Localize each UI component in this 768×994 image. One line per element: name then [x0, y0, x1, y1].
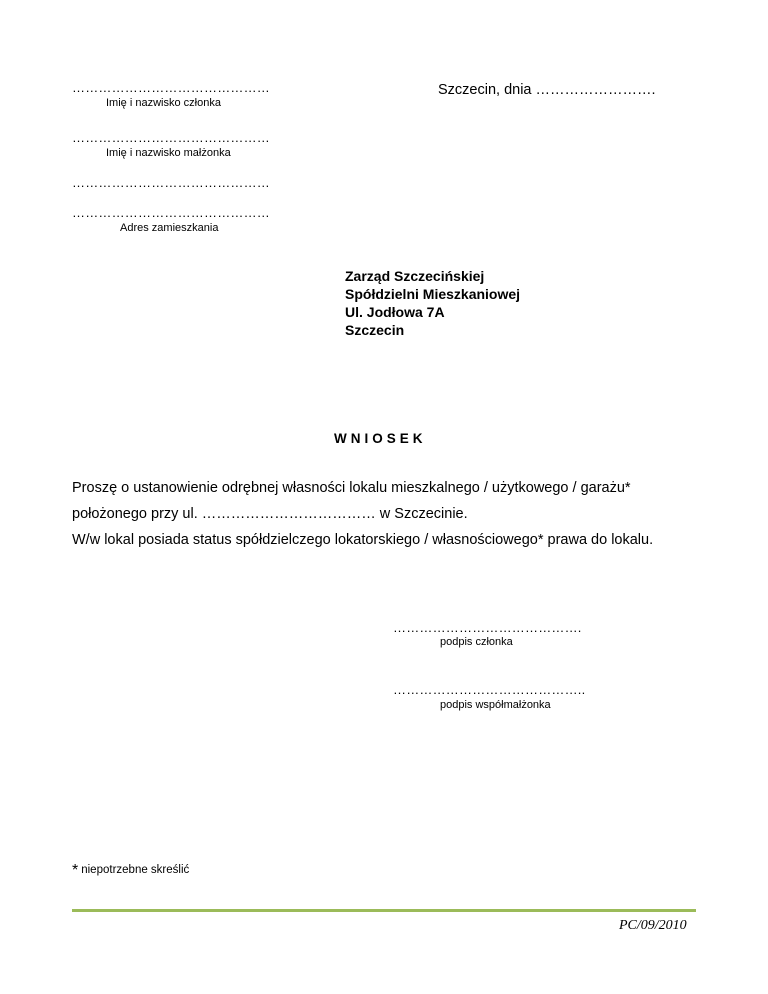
member-name-line: ……………………………………… — [72, 80, 270, 95]
spouse-name-line: ……………………………………… — [72, 130, 270, 145]
recipient-line-4: Szczecin — [345, 322, 405, 338]
recipient-block — [345, 267, 520, 339]
spouse-name-label: Imię i nazwisko małżonka — [106, 147, 231, 159]
member-name-label: Imię i nazwisko członka — [106, 97, 221, 109]
footnote-marker: * — [72, 862, 79, 879]
address-line-2: ……………………………………… — [72, 205, 270, 220]
date-field: Szczecin, dnia ……………………. — [438, 82, 656, 98]
recipient-line-1: Zarząd Szczecińskiej — [345, 268, 485, 284]
document-code: PC/09/2010 — [619, 918, 687, 933]
recipient-line-2: Spółdzielni Mieszkaniowej — [345, 286, 521, 302]
recipient-line-3: Ul. Jodłowa 7A — [345, 304, 445, 320]
footnote — [72, 862, 189, 880]
document-title: WNIOSEK — [334, 431, 427, 446]
spouse-signature-label: podpis współmałżonka — [440, 699, 551, 711]
member-signature-label: podpis członka — [440, 636, 513, 648]
footnote-text: niepotrzebne skreślić — [81, 864, 190, 876]
address-label: Adres zamieszkania — [120, 222, 219, 234]
paragraph-line-1: Proszę o ustanowienie odrębnej własności lokalu mieszkalnego / użytkowego / garażu* — [72, 480, 631, 496]
member-signature-line: ……………………………………. — [393, 620, 582, 635]
paragraph-line-3: W/w lokal posiada status spółdzielczego lokatorskiego / własnościowego* prawa do lokalu. — [72, 532, 654, 548]
spouse-signature-line: …………………………………….. — [393, 682, 586, 697]
address-line-1: ……………………………………… — [72, 175, 270, 190]
footer-rule — [72, 909, 696, 912]
paragraph-line-2: położonego przy ul. ……………………………… w Szczecinie. — [72, 506, 468, 522]
